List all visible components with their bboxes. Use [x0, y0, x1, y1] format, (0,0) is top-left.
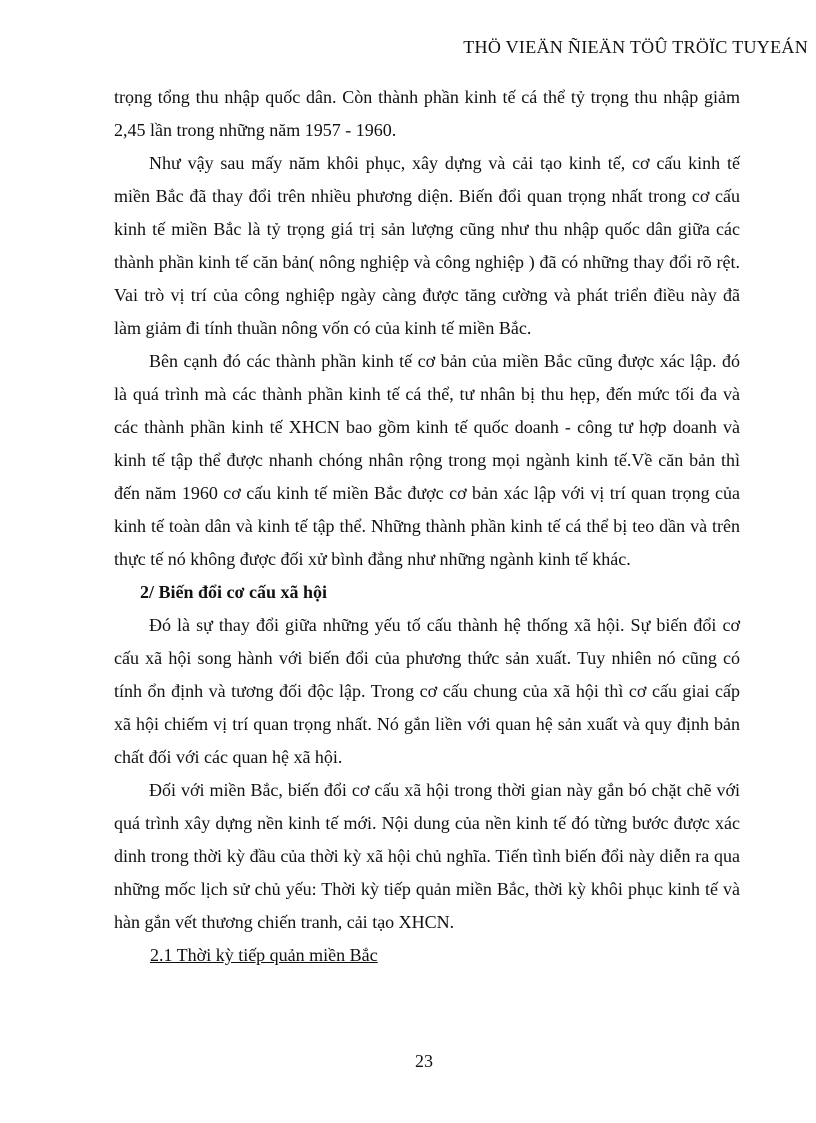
- paragraph-economic-structure: Như vậy sau mấy năm khôi phục, xây dựng và cải tạo kinh tế, cơ cấu kinh tế miền Bắc đã thay đổi trên nhiều phương diện. Biến đổi quan trọng nhất trong cơ cấu kinh tế miền Bắc là tỷ trọng giá trị sản lượng cũng như thu nhập quốc dân giữa các thành phần kinh tế căn bản( nông nghiệp và công nghiệp ) đã có những thay đổi rõ rệt. Vai trò vị trí của công nghiệp ngày càng được tăng cường và phát triển điều này đã làm giảm đi tính thuần nông vốn có của kinh tế miền Bắc.: [114, 153, 740, 338]
- page-number: 23: [415, 1051, 433, 1071]
- paragraph-economic-sectors: Bên cạnh đó các thành phần kinh tế cơ bản của miền Bắc cũng được xác lập. đó là quá trình mà các thành phần kinh tế cá thể, tư nhân bị thu hẹp, đến mức tối đa và các thành phần kinh tế XHCN bao gồm kinh tế quốc doanh - công tư hợp doanh và kinh tế tập thể được nhanh chóng nhân rộng trong mọi ngành kinh tế.Về căn bản thì đến năm 1960 cơ cấu kinh tế miền Bắc được cơ bản xác lập với vị trí quan trọng của kinh tế toàn dân và kinh tế tập thể. Những thành phần kinh tế cá thể bị teo dần và trên thực tế nó không được đối xử bình đẳng như những ngành kinh tế khác.: [114, 351, 740, 569]
- section-heading-social-structure: 2/ Biến đổi cơ cấu xã hội: [140, 582, 327, 602]
- paragraph-social-structure-definition: Đó là sự thay đổi giữa những yếu tố cấu thành hệ thống xã hội. Sự biến đổi cơ cấu xã hội song hành với biến đổi của phương thức sản xuất. Tuy nhiên nó cũng có tính ổn định và tương đối độc lập. Trong cơ cấu chung của xã hội thì cơ cấu giai cấp xã hội chiếm vị trí quan trọng nhất. Nó gắn liền với quan hệ sản xuất và quy định bản chất đối với các quan hệ xã hội.: [114, 615, 740, 767]
- running-header: THÖ VIEÄN ÑIEÄN TÖÛ TRÖÏC TUYEÁN: [463, 37, 808, 57]
- paragraph-northern-social-change: Đối với miền Bắc, biến đổi cơ cấu xã hội trong thời gian này gắn bó chặt chẽ với quá trình xây dựng nền kinh tế mới. Nội dung của nền kinh tế đó từng bước được xác dinh trong thời kỳ đầu của thời kỳ xã hội chủ nghĩa. Tiến tình biến đổi này diễn ra qua những mốc lịch sử chủ yếu: Thời kỳ tiếp quản miền Bắc, thời kỳ khôi phục kinh tế và hàn gắn vết thương chiến tranh, cải tạo XHCN.: [114, 780, 740, 932]
- page-body: [114, 81, 740, 972]
- subsection-heading-takeover-period: 2.1 Thời kỳ tiếp quản miền Bắc: [150, 945, 378, 965]
- paragraph-continuation: trọng tổng thu nhập quốc dân. Còn thành phần kinh tế cá thể tỷ trọng thu nhập giảm 2,45 lần trong những năm 1957 - 1960.: [114, 87, 740, 140]
